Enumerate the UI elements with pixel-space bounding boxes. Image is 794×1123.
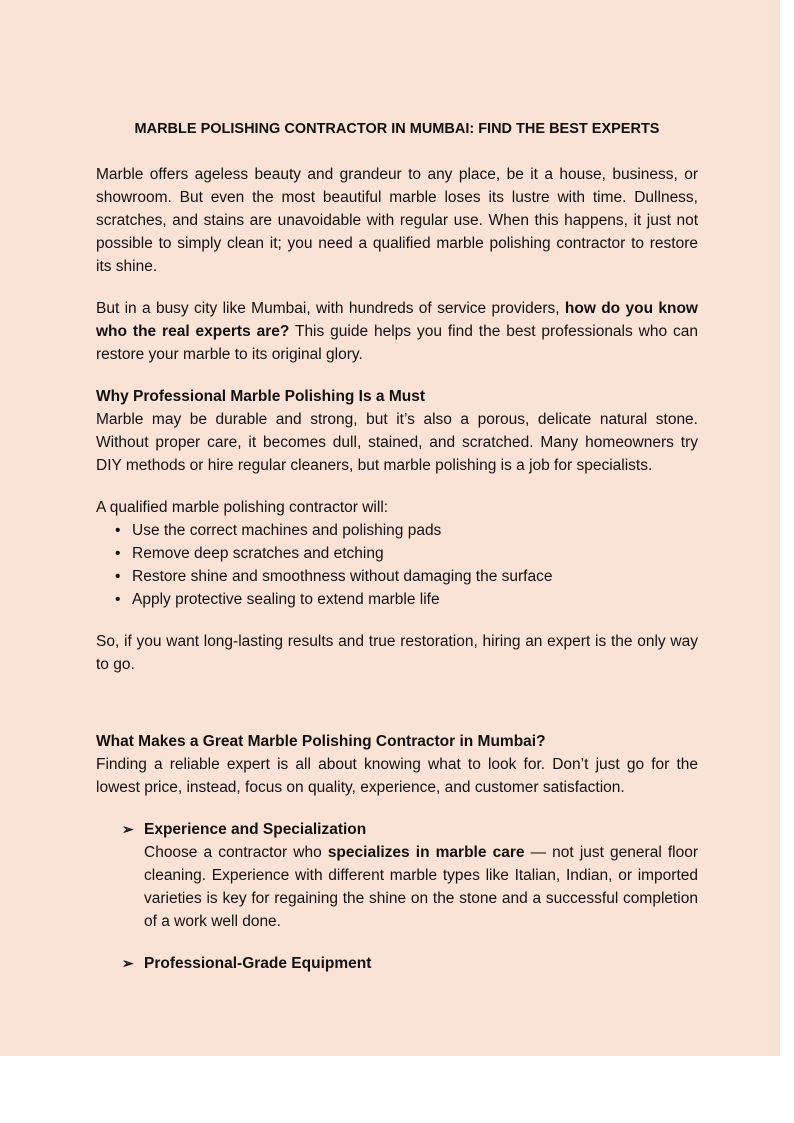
criteria-item-experience [122, 818, 699, 933]
section-heading-what-makes-great: What Makes a Great Marble Polishing Contractor in Mumbai? [96, 733, 546, 750]
list-item: • Apply protective sealing to extend marble life [132, 588, 698, 611]
intro-p2-text-end: This guide helps you find the best professionals who can restore your marble to its original glory. [96, 323, 698, 363]
intro-paragraph-1: Marble offers ageless beauty and grandeur to any place, be it a house, business, or showroom. But even the most beautiful marble loses its lustre with time. Dullness, scratches, and stains are unavoidable with regular use. When this happens, it just not possible to simply clean it; you need a qualified marble polishing contractor to restore its shine. [96, 166, 698, 275]
page-title: MARBLE POLISHING CONTRACTOR IN MUMBAI: FIND THE BEST EXPERTS [134, 121, 660, 137]
intro-p2-text-start: But in a busy city like Mumbai, with hundreds of service providers, [96, 300, 565, 317]
section1-conclusion: So, if you want long-lasting results and true restoration, hiring an expert is the only way to go. [96, 633, 698, 673]
criteria-text-end: — not just general floor cleaning. Experience with different marble types like Italian, Indian, or imported varieties is key for regaining the shine on the stone and a successful completion of a work well done. [144, 844, 699, 930]
document-body [96, 118, 698, 994]
section-heading-why-professional: Why Professional Marble Polishing Is a Must [96, 388, 426, 405]
list-item: • Remove deep scratches and etching [132, 542, 698, 565]
arrow-bullet-icon: ➢ [122, 955, 134, 971]
list-item: • Use the correct machines and polishing pads [132, 519, 698, 542]
criteria-text [144, 841, 698, 933]
criteria-heading: Professional-Grade Equipment [144, 955, 372, 972]
criteria-heading: Experience and Specialization [144, 821, 367, 838]
criteria-text-start: Choose a contractor who [144, 844, 328, 861]
section-spacer [96, 676, 698, 730]
intro-p2-bold-question: how do you know who the real experts are? [96, 300, 698, 340]
bullet-list [96, 519, 698, 611]
criteria-item-equipment [122, 952, 698, 975]
criteria-text-bold: specializes in marble care [327, 844, 525, 861]
list-item: • Restore shine and smoothness without damaging the surface [132, 565, 698, 588]
intro-paragraph-2 [96, 297, 698, 366]
section1-paragraph: Marble may be durable and strong, but it’s also a porous, delicate natural stone. Without proper care, it becomes dull, stained, and scratched. Many homeowners try DIY methods or hire regular cleaners, but marble polishing is a job for specialists. [96, 411, 698, 474]
list-intro: A qualified marble polishing contractor will: [96, 499, 389, 516]
arrow-bullet-icon: ➢ [122, 821, 134, 837]
section2-paragraph: Finding a reliable expert is all about knowing what to look for. Don’t just go for the lowest price, instead, focus on quality, experience, and customer satisfaction. [96, 756, 698, 796]
